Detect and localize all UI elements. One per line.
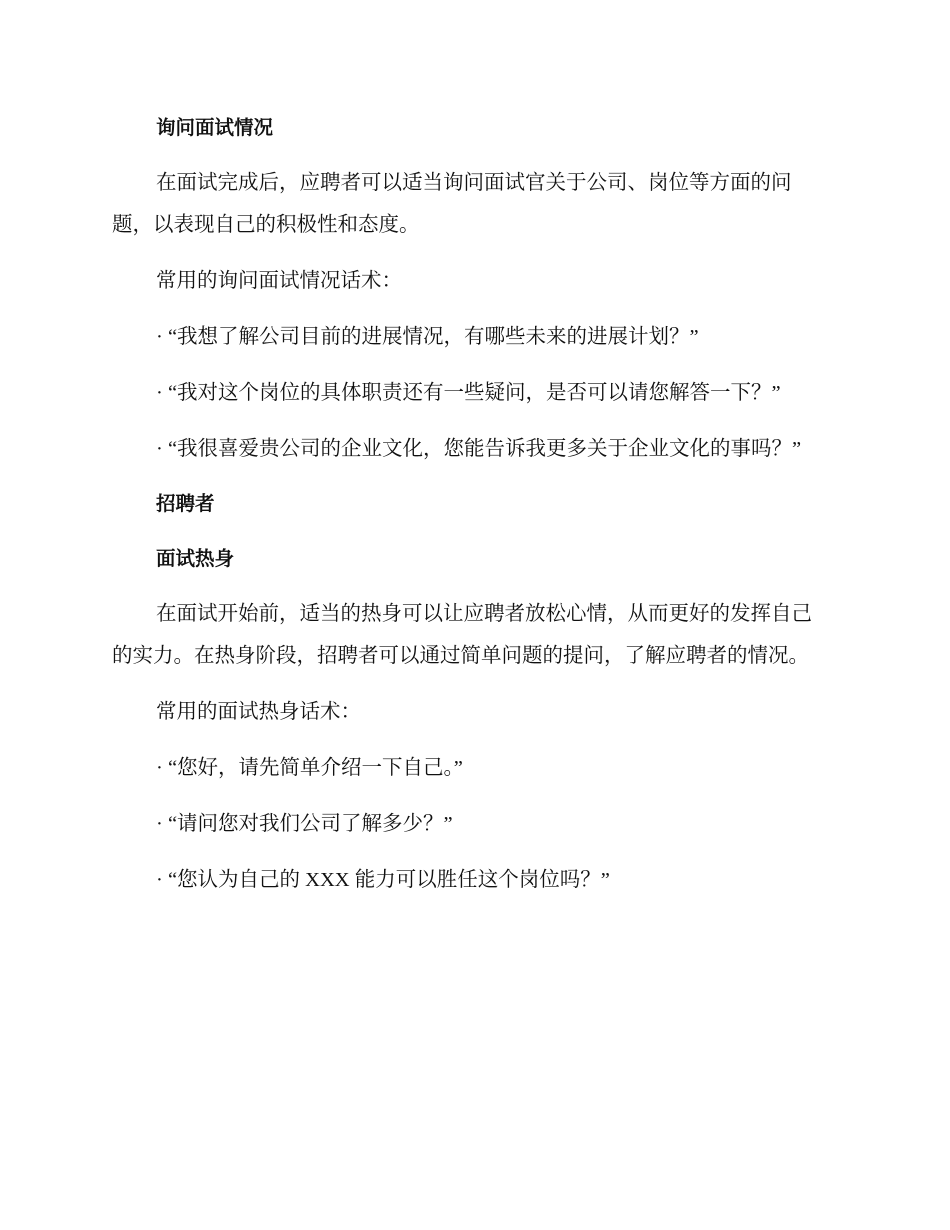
section-heading-warmup: 面试热身 xyxy=(156,547,235,570)
paragraph-inquiry-lead: 常用的询问面试情况话术： xyxy=(156,270,402,292)
section-heading-interview-inquiry: 询问面试情况 xyxy=(156,116,274,139)
list-item: · “您好，请先简单介绍一下自己。” xyxy=(156,757,463,779)
paragraph-warmup-intro: 在面试开始前，适当的热身可以让应聘者放松心情，从而更好的发挥自己的实力。在热身阶段，招聘者可以通过简单问题的提问，了解应聘者的情况。 xyxy=(112,603,812,667)
paragraph-warmup-lead: 常用的面试热身话术： xyxy=(156,701,361,723)
list-item: · “请问您对我们公司了解多少？” xyxy=(156,813,453,835)
list-item: · “我想了解公司目前的进展情况，有哪些未来的进展计划？” xyxy=(156,326,699,348)
list-item: · “我很喜爱贵公司的企业文化，您能告诉我更多关于企业文化的事吗？” xyxy=(156,438,802,460)
section-title-recruiter: 招聘者 xyxy=(156,492,215,515)
document-page xyxy=(112,108,832,901)
list-item: · “您认为自己的 XXX 能力可以胜任这个岗位吗？” xyxy=(156,869,610,891)
paragraph-inquiry-intro: 在面试完成后，应聘者可以适当询问面试官关于公司、岗位等方面的问题，以表现自己的积极性和态度。 xyxy=(112,172,792,236)
list-item: · “我对这个岗位的具体职责还有一些疑问，是否可以请您解答一下？” xyxy=(156,382,781,404)
